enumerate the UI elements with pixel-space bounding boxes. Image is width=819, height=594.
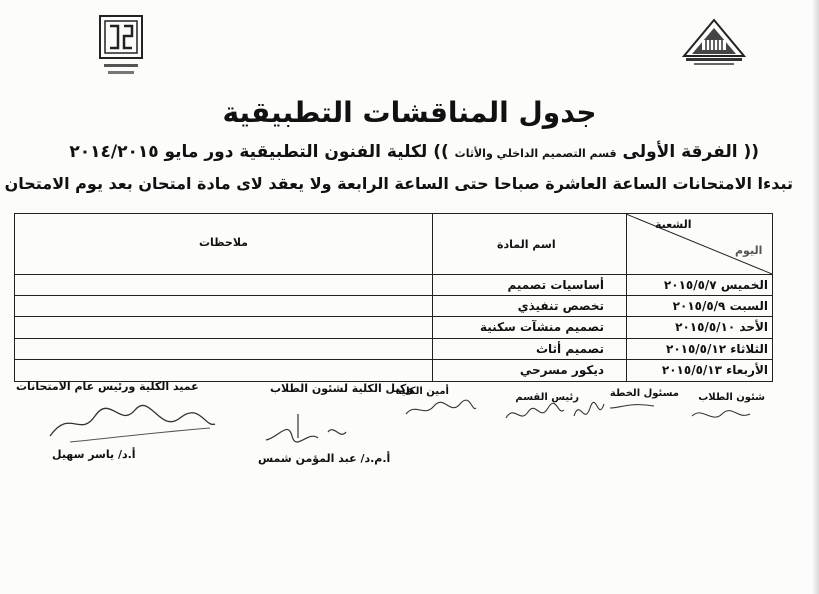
exam-hours-note: تبدءا الامتحانات الساعة العاشرة صباحا حتى الساعة الرابعة ولا يعقد لاى مادة امتحان بعد يوم الامتحان: [4, 174, 793, 193]
subtitle-part1: (( الفرقة الأولى: [622, 142, 759, 162]
row-subject: أساسيات تصميم: [507, 278, 604, 292]
row-day: الأربعاء ٢٠١٥/٥/١٣: [661, 363, 768, 377]
secretary-signature: [400, 396, 480, 422]
col-header-subject: اسم المادة: [497, 238, 556, 251]
sig-dean-name: أ.د/ ياسر سهيل: [52, 448, 136, 461]
subtitle-line: [69, 142, 759, 162]
header-divider: [15, 274, 772, 275]
row-divider: [15, 316, 772, 317]
schedule-table: [14, 213, 773, 382]
col-divider: [432, 214, 433, 381]
row-subject: ديكور مسرحي: [519, 363, 604, 377]
sig-dean-title: عميد الكلية ورئيس عام الامتحانات: [16, 380, 199, 393]
row-divider: [15, 359, 772, 360]
row-day: الثلاثاء ٢٠١٥/٥/١٢: [666, 342, 768, 356]
sig-vice-dean-name: أ.م.د/ عبد المؤمن شمس: [258, 452, 391, 465]
row-divider: [15, 295, 772, 296]
page-title: جدول المناقشات التطبيقية: [222, 96, 597, 129]
department-name: قسم التصميم الداخلي والأثاث: [454, 147, 617, 160]
faculty-logo: [98, 14, 144, 84]
sig-dept-head: رئيس القسم: [515, 392, 579, 403]
dean-signature: [40, 398, 220, 448]
sig-plan-officer: مسئول الخطة: [609, 388, 679, 399]
student-affairs-signature: [686, 400, 756, 424]
row-day: الخميس ٢٠١٥/٥/٧: [663, 278, 768, 292]
col-header-notes: ملاحظات: [199, 236, 248, 249]
vice-dean-signature: [258, 410, 368, 450]
sig-vice-dean-title: وكيل الكلية لشئون الطلاب: [270, 382, 414, 395]
plan-officer-signature: [570, 394, 660, 422]
row-day: السبت ٢٠١٥/٥/٩: [672, 299, 768, 313]
university-logo: [680, 18, 748, 68]
row-day: الأحد ٢٠١٥/٥/١٠: [675, 320, 768, 334]
subtitle-part2: )) لكلية الفنون التطبيقية دور مايو ٢٠١٤/٢٠١٥: [69, 142, 449, 162]
row-divider: [15, 338, 772, 339]
sig-student-affairs: شئون الطلاب: [698, 392, 765, 403]
col-header-day: اليوم: [735, 244, 763, 257]
scan-edge: [811, 0, 819, 594]
row-subject: تصميم أثاث: [535, 342, 604, 356]
dept-head-signature: [500, 398, 570, 424]
row-subject: تخصص تنفيذي: [517, 299, 604, 313]
row-subject: تصميم منشآت سكنية: [480, 320, 604, 334]
col-header-section: الشعبة: [655, 218, 692, 231]
sig-college-secretary: أمين الكلية: [395, 386, 449, 397]
